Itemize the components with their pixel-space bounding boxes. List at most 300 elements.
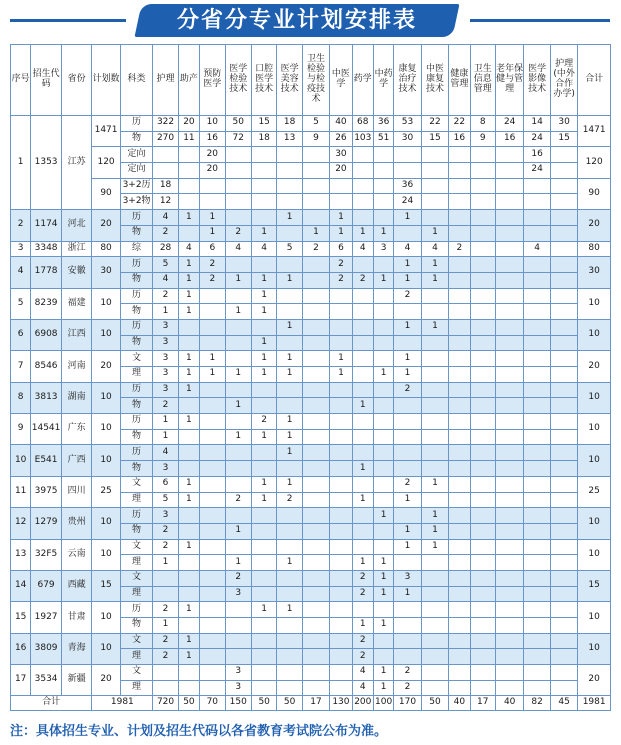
subject-category: 定向 [120, 163, 153, 179]
major-count [178, 586, 199, 602]
major-count: 5 [153, 257, 178, 273]
subject-category: 文 [120, 570, 153, 586]
major-count: 9 [302, 131, 329, 147]
major-count: 1 [394, 586, 421, 602]
major-count: 1 [394, 257, 421, 273]
major-count [449, 461, 470, 477]
major-count [394, 304, 421, 320]
major-count [178, 319, 199, 335]
major-count [330, 398, 352, 414]
major-count [421, 414, 448, 430]
major-count [421, 680, 448, 696]
major-total: 50 [277, 696, 302, 711]
major-count [352, 178, 373, 194]
major-count [225, 335, 251, 351]
major-count [550, 147, 577, 163]
major-count [330, 523, 352, 539]
major-count: 2 [352, 586, 373, 602]
major-count: 1 [421, 225, 448, 241]
major-count [330, 633, 352, 649]
column-header: 省份 [61, 45, 92, 116]
major-count [470, 508, 495, 524]
major-count: 18 [251, 131, 276, 147]
major-count [330, 178, 352, 194]
major-count [251, 665, 276, 681]
major-count [251, 649, 276, 665]
major-count [302, 210, 329, 226]
major-count [200, 429, 225, 445]
major-count [550, 210, 577, 226]
row-total: 120 [578, 147, 611, 178]
major-count [524, 555, 550, 571]
subject-category: 历 [120, 210, 153, 226]
column-header: 康复治疗技术 [394, 45, 421, 116]
major-count: 3 [153, 508, 178, 524]
major-count [373, 304, 393, 320]
major-count [524, 288, 550, 304]
major-count: 1 [153, 429, 178, 445]
major-count: 1 [178, 272, 199, 288]
major-count: 1 [421, 476, 448, 492]
enrollment-code: 1174 [31, 210, 62, 241]
major-count [277, 508, 302, 524]
major-count: 1 [373, 618, 393, 634]
major-count [470, 288, 495, 304]
major-count [524, 210, 550, 226]
plan-count: 15 [92, 570, 120, 601]
major-count: 2 [352, 272, 373, 288]
major-count [421, 147, 448, 163]
major-count [394, 602, 421, 618]
major-count [200, 633, 225, 649]
major-count: 1 [352, 555, 373, 571]
major-count: 1 [178, 492, 199, 508]
major-count: 1 [277, 476, 302, 492]
row-total: 15 [578, 570, 611, 601]
major-count: 1 [373, 570, 393, 586]
plan-count: 10 [92, 633, 120, 664]
major-count: 1 [178, 304, 199, 320]
subject-category: 理 [120, 367, 153, 383]
major-count [302, 649, 329, 665]
major-count: 3 [153, 367, 178, 383]
major-count [178, 398, 199, 414]
major-count [251, 539, 276, 555]
major-count: 2 [251, 414, 276, 430]
major-count: 1 [421, 523, 448, 539]
major-count: 1 [251, 225, 276, 241]
major-count: 1 [277, 351, 302, 367]
totals-row [11, 696, 611, 711]
major-count [302, 602, 329, 618]
enrollment-code: 32F5 [31, 539, 62, 570]
major-total: 150 [225, 696, 251, 711]
row-total: 20 [578, 665, 611, 696]
major-count [330, 194, 352, 210]
major-count [524, 304, 550, 320]
major-count [225, 649, 251, 665]
table-row [11, 633, 611, 649]
major-count [352, 147, 373, 163]
major-count: 1 [153, 618, 178, 634]
table-row [11, 351, 611, 367]
enrollment-code: 8546 [31, 351, 62, 382]
table-row [11, 319, 611, 335]
major-count [302, 351, 329, 367]
major-count: 3 [394, 570, 421, 586]
major-count [394, 163, 421, 179]
page-title: 分省分专业计划安排表 [176, 8, 417, 33]
major-count [352, 304, 373, 320]
major-count [277, 618, 302, 634]
table-row [11, 241, 611, 257]
row-total: 10 [578, 382, 611, 413]
major-count [225, 351, 251, 367]
province-name: 安徽 [61, 257, 92, 288]
major-count [251, 147, 276, 163]
subject-category: 物 [120, 461, 153, 477]
major-count [225, 445, 251, 461]
major-count: 20 [178, 116, 199, 132]
major-count [495, 523, 523, 539]
column-header: 医学检验技术 [225, 45, 251, 116]
major-count: 30 [394, 131, 421, 147]
subject-category: 文 [120, 351, 153, 367]
major-count [470, 555, 495, 571]
major-count [449, 445, 470, 461]
major-count [550, 367, 577, 383]
major-count [200, 414, 225, 430]
major-count [470, 492, 495, 508]
table-row [11, 382, 611, 398]
major-count [330, 680, 352, 696]
major-count: 5 [277, 241, 302, 257]
major-count [330, 335, 352, 351]
major-count: 1 [302, 225, 329, 241]
major-total: 50 [251, 696, 276, 711]
table-row [11, 116, 611, 132]
major-count [200, 288, 225, 304]
column-header: 序号 [11, 45, 31, 116]
major-count [352, 414, 373, 430]
major-total: 45 [550, 696, 577, 711]
table-row [11, 539, 611, 555]
major-count [302, 508, 329, 524]
major-count: 1 [330, 210, 352, 226]
major-count [178, 429, 199, 445]
major-count [550, 225, 577, 241]
major-count: 1 [394, 272, 421, 288]
major-count: 1 [251, 602, 276, 618]
subject-category: 历 [120, 116, 153, 132]
major-count: 1 [421, 319, 448, 335]
major-count: 2 [225, 225, 251, 241]
major-count [277, 633, 302, 649]
major-count [524, 351, 550, 367]
major-count [550, 508, 577, 524]
major-count: 1 [352, 492, 373, 508]
major-count: 1 [251, 492, 276, 508]
major-count: 30 [330, 147, 352, 163]
table-row [11, 570, 611, 586]
major-count [178, 570, 199, 586]
major-count: 4 [394, 241, 421, 257]
major-count [277, 257, 302, 273]
major-count [330, 649, 352, 665]
major-count [550, 351, 577, 367]
major-count: 15 [550, 131, 577, 147]
major-count: 2 [352, 649, 373, 665]
major-count [495, 272, 523, 288]
major-count: 72 [225, 131, 251, 147]
row-index: 13 [11, 539, 31, 570]
major-count [495, 476, 523, 492]
plan-count: 10 [92, 445, 120, 476]
major-count [373, 319, 393, 335]
major-count [394, 633, 421, 649]
subject-category: 文 [120, 476, 153, 492]
major-count [225, 288, 251, 304]
major-count [495, 194, 523, 210]
major-count [421, 649, 448, 665]
major-count [225, 633, 251, 649]
major-count [302, 319, 329, 335]
province-name: 河南 [61, 351, 92, 382]
major-count [449, 602, 470, 618]
major-count [251, 210, 276, 226]
enrollment-code: E541 [31, 445, 62, 476]
major-count [449, 398, 470, 414]
subject-category: 物 [120, 272, 153, 288]
major-count: 4 [251, 241, 276, 257]
major-count [495, 508, 523, 524]
grand-total: 1981 [578, 696, 611, 711]
major-count [394, 508, 421, 524]
major-count: 4 [352, 680, 373, 696]
major-count [251, 319, 276, 335]
row-total: 1471 [578, 116, 611, 147]
major-count [524, 633, 550, 649]
major-count [352, 257, 373, 273]
title-rule-right [470, 19, 610, 22]
subject-category: 历 [120, 257, 153, 273]
major-count: 10 [200, 116, 225, 132]
major-count [373, 476, 393, 492]
major-count [153, 665, 178, 681]
major-total: 17 [302, 696, 329, 711]
major-count: 1 [251, 272, 276, 288]
major-count [470, 367, 495, 383]
row-total: 10 [578, 288, 611, 319]
major-count [421, 602, 448, 618]
major-count [495, 618, 523, 634]
province-name: 河北 [61, 210, 92, 241]
major-count [550, 602, 577, 618]
major-count [524, 319, 550, 335]
major-count [200, 586, 225, 602]
major-total: 40 [495, 696, 523, 711]
major-count [449, 414, 470, 430]
major-count [421, 367, 448, 383]
major-count: 1 [178, 602, 199, 618]
major-count [352, 194, 373, 210]
major-count [178, 147, 199, 163]
major-count: 1 [394, 367, 421, 383]
plan-count: 10 [92, 288, 120, 319]
subject-category: 文 [120, 633, 153, 649]
major-count: 6 [153, 476, 178, 492]
major-count [524, 257, 550, 273]
major-count [421, 570, 448, 586]
major-count [550, 257, 577, 273]
major-count [449, 257, 470, 273]
major-count [550, 633, 577, 649]
major-count [200, 445, 225, 461]
enrollment-code: 6908 [31, 319, 62, 350]
major-count [330, 414, 352, 430]
major-count: 30 [550, 116, 577, 132]
major-count [470, 335, 495, 351]
major-count: 1 [394, 351, 421, 367]
major-count: 1 [178, 257, 199, 273]
major-count [394, 147, 421, 163]
major-count [302, 570, 329, 586]
major-count [449, 508, 470, 524]
row-index: 1 [11, 116, 31, 210]
major-count: 1 [277, 429, 302, 445]
plan-count: 1471 [92, 116, 120, 147]
major-count [251, 257, 276, 273]
major-count [495, 304, 523, 320]
major-count: 1 [251, 335, 276, 351]
row-index: 16 [11, 633, 31, 664]
major-count [550, 194, 577, 210]
major-count [200, 570, 225, 586]
major-count [373, 602, 393, 618]
major-count [178, 225, 199, 241]
major-count [178, 618, 199, 634]
major-count [200, 555, 225, 571]
major-count [277, 570, 302, 586]
major-count [449, 523, 470, 539]
major-count [251, 178, 276, 194]
major-count [449, 555, 470, 571]
major-count [302, 335, 329, 351]
major-count [470, 257, 495, 273]
major-count: 40 [330, 116, 352, 132]
major-count: 2 [352, 570, 373, 586]
major-count: 15 [421, 131, 448, 147]
row-index: 11 [11, 476, 31, 507]
column-header: 计划数 [92, 45, 120, 116]
major-count: 1 [178, 382, 199, 398]
major-count: 1 [373, 586, 393, 602]
major-count [449, 319, 470, 335]
major-count: 2 [153, 649, 178, 665]
major-count: 14 [524, 116, 550, 132]
major-count [373, 288, 393, 304]
major-count [373, 178, 393, 194]
major-count: 12 [153, 194, 178, 210]
major-count [302, 429, 329, 445]
major-count [302, 461, 329, 477]
major-count [373, 257, 393, 273]
row-index: 12 [11, 508, 31, 539]
major-count [470, 163, 495, 179]
province-name: 湖南 [61, 382, 92, 413]
major-count [550, 178, 577, 194]
major-count: 1 [352, 225, 373, 241]
major-count [251, 445, 276, 461]
major-count [524, 570, 550, 586]
major-count [524, 429, 550, 445]
totals-label: 合计 [11, 696, 92, 711]
major-count [251, 586, 276, 602]
table-row [11, 288, 611, 304]
row-total: 10 [578, 414, 611, 445]
major-count [495, 241, 523, 257]
major-count [495, 147, 523, 163]
major-count [550, 163, 577, 179]
major-count [352, 382, 373, 398]
major-count [449, 539, 470, 555]
major-count [352, 429, 373, 445]
major-count [421, 304, 448, 320]
major-count [277, 178, 302, 194]
major-count [524, 414, 550, 430]
major-count: 1 [225, 304, 251, 320]
row-total: 80 [578, 241, 611, 257]
major-count [394, 225, 421, 241]
major-count: 1 [373, 367, 393, 383]
major-count [470, 523, 495, 539]
major-count: 3 [153, 319, 178, 335]
plan-count: 10 [92, 539, 120, 570]
major-count: 1 [178, 649, 199, 665]
major-count [449, 351, 470, 367]
major-count: 6 [200, 241, 225, 257]
major-count [550, 335, 577, 351]
enrollment-code: 3975 [31, 476, 62, 507]
column-header: 卫生检验与检疫技术 [302, 45, 329, 116]
major-count: 270 [153, 131, 178, 147]
major-count: 2 [200, 272, 225, 288]
major-count [550, 492, 577, 508]
major-count [200, 461, 225, 477]
major-count: 1 [421, 508, 448, 524]
plan-count: 120 [92, 147, 120, 178]
major-count [470, 351, 495, 367]
province-name: 甘肃 [61, 602, 92, 633]
major-count [495, 445, 523, 461]
major-count: 4 [524, 241, 550, 257]
row-index: 3 [11, 241, 31, 257]
province-name: 西藏 [61, 570, 92, 601]
major-count: 16 [449, 131, 470, 147]
major-count [421, 586, 448, 602]
major-count: 1 [153, 304, 178, 320]
row-total: 20 [578, 351, 611, 382]
province-name: 江苏 [61, 116, 92, 210]
subject-category: 3+2物 [120, 194, 153, 210]
major-count [373, 335, 393, 351]
major-count: 3 [153, 351, 178, 367]
major-count [200, 539, 225, 555]
major-count [495, 288, 523, 304]
major-count [470, 382, 495, 398]
plan-table [10, 44, 611, 711]
row-total: 10 [578, 539, 611, 570]
